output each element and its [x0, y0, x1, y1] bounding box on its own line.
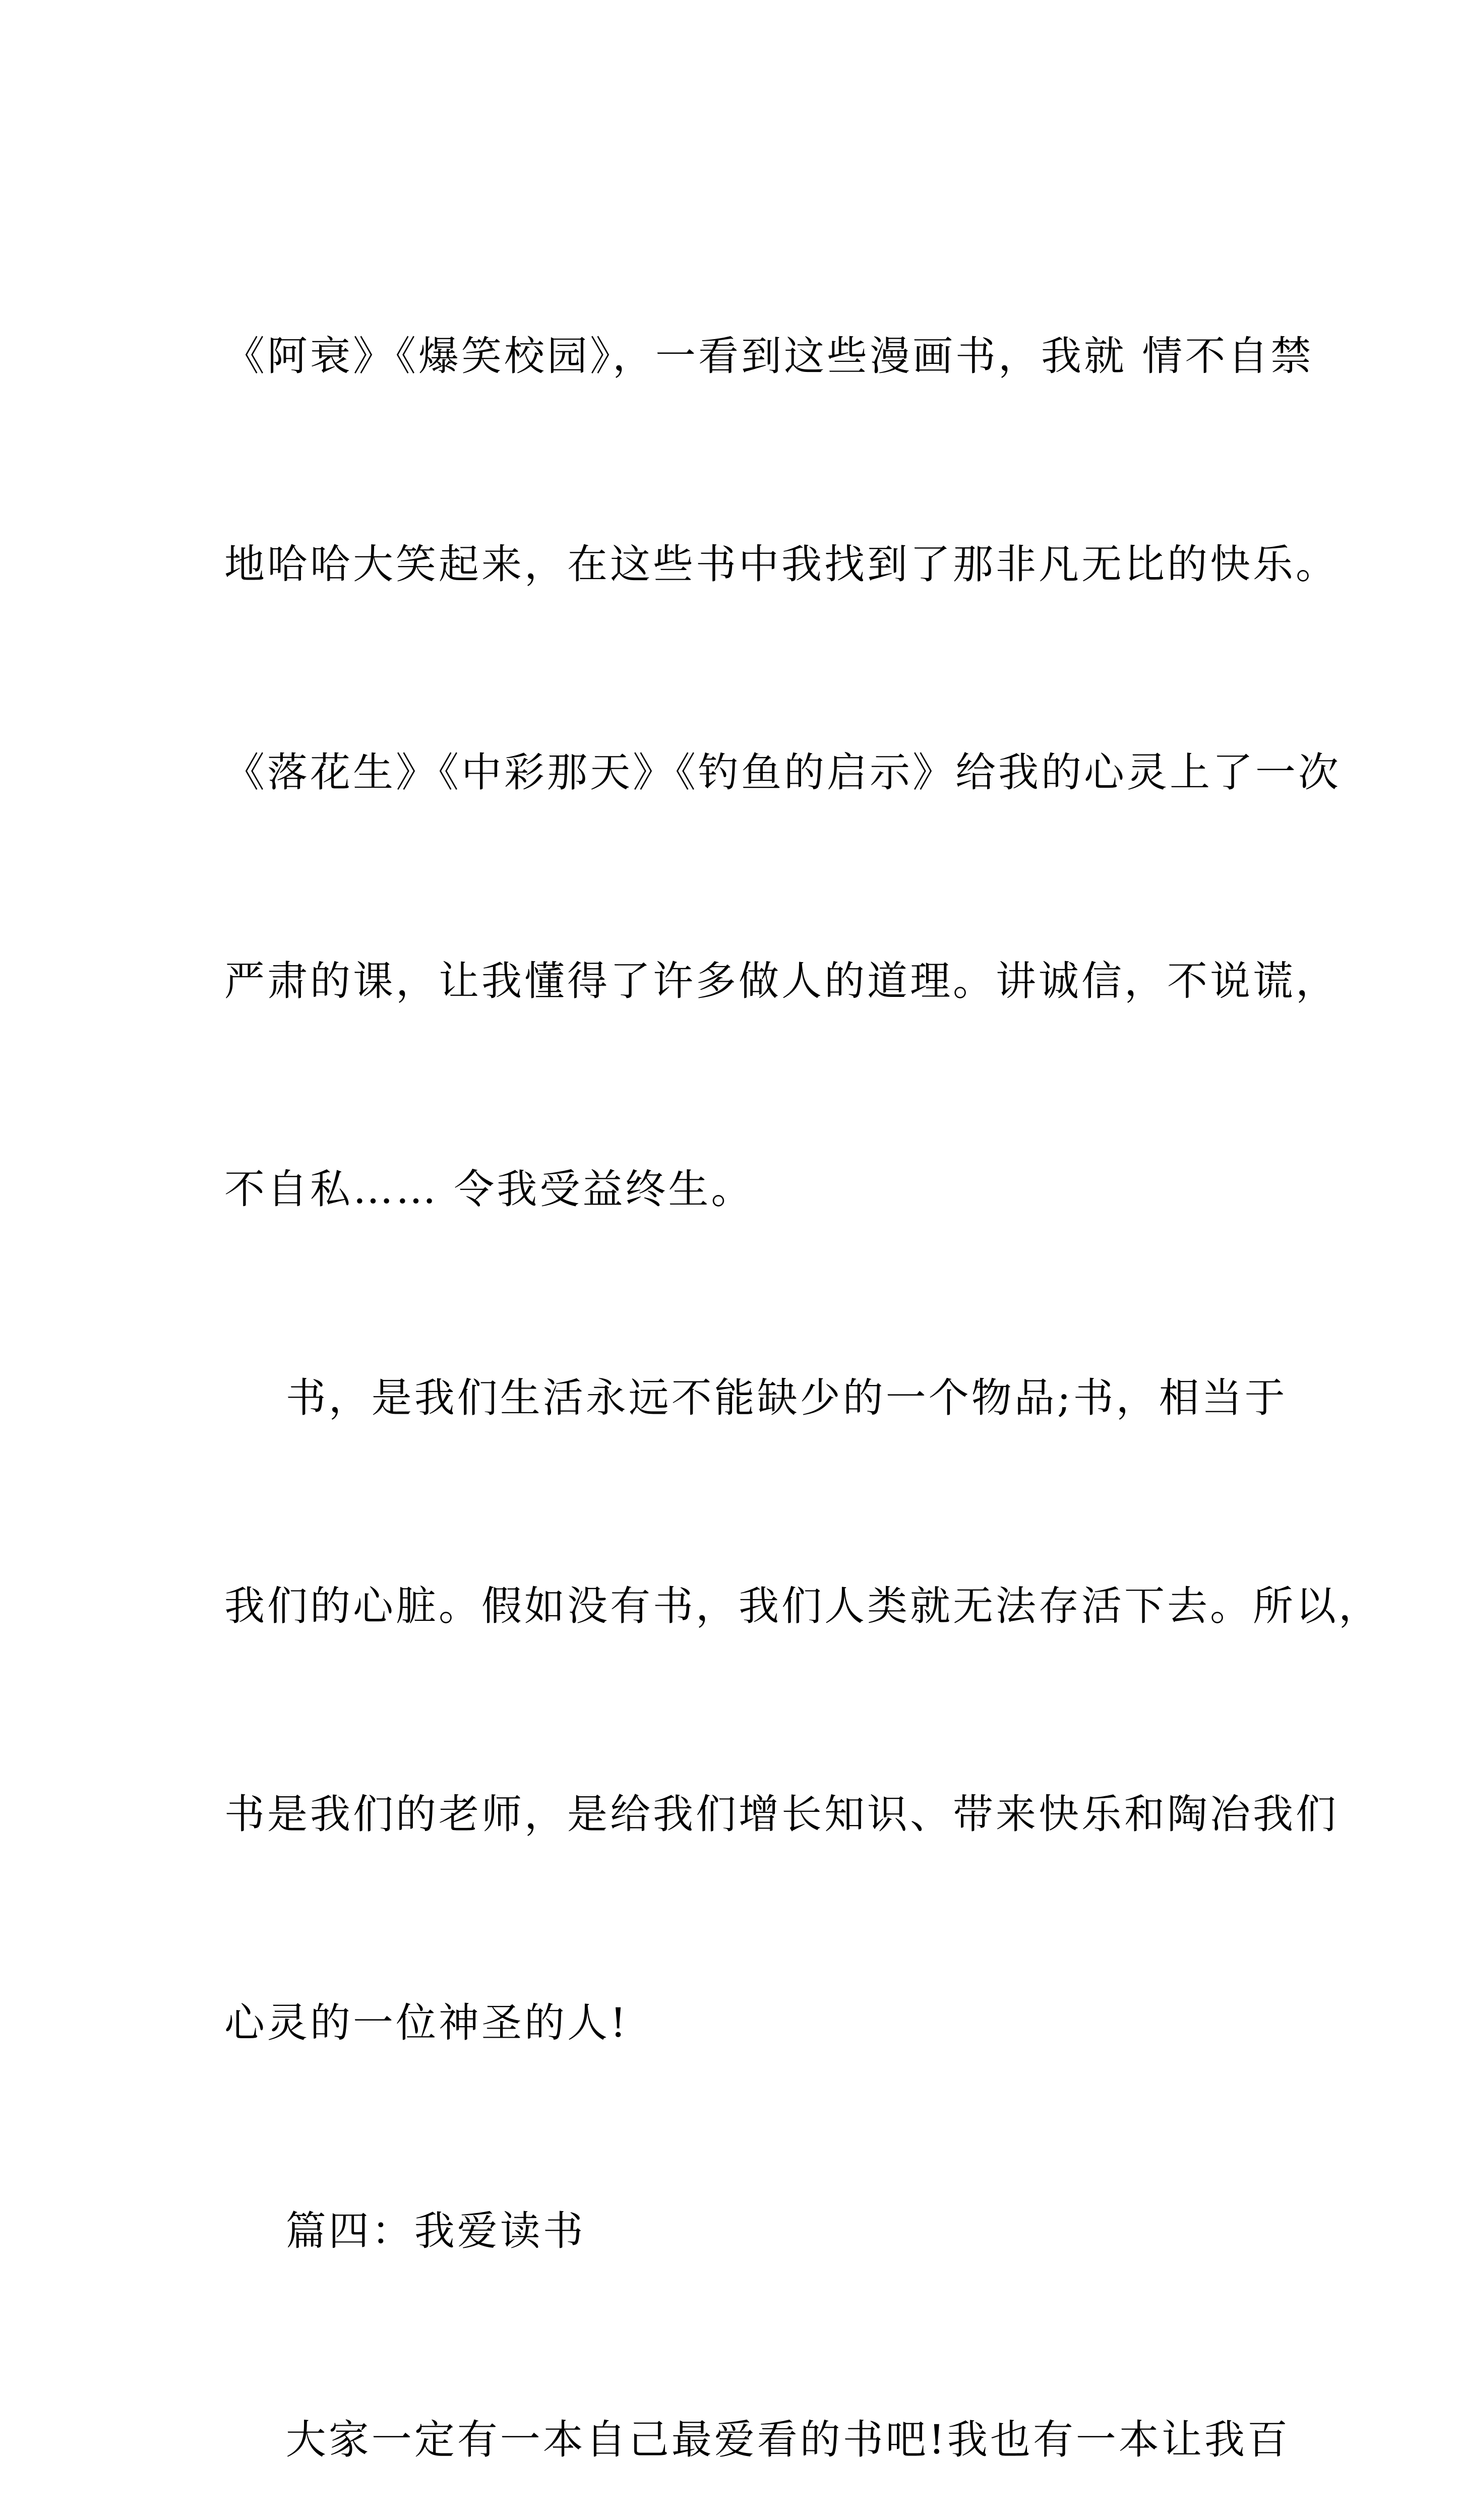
text-line: 不自私…… 令我受益终生。 [224, 1166, 754, 1213]
text-line: 严肃的课，让我懂得了许多做人的道理。讲诚信，不说谎， [224, 957, 1339, 1004]
text-line: 地哈哈大笑起来，在这些书中我找到了那非凡无比的快乐。 [224, 540, 1339, 588]
body-text [224, 182, 1381, 2520]
text-line: 书是我们的老师，是给我们增长知识、带来快乐和陶冶我们 [224, 1791, 1339, 1838]
text-line: 《落花生》《中彩那天》《钓鱼的启示》给我的心灵上了一次 [224, 749, 1341, 796]
text-line: 书，是我们生活永远不能缺少的一个物品;书，相当于 [224, 1374, 1288, 1421]
text-line: 《阿衰》《爆笑校园》，一看到这些漫画书，我就 情不自禁 [224, 332, 1314, 380]
text-line: 我们的心脏。假如没有书，我们人类就无法存活下去。所以， [224, 1582, 1381, 1629]
section-heading: 篇四：我爱读书 [224, 2208, 586, 2255]
text-line: 心灵的一位神圣的人! [224, 1999, 629, 2046]
text-line: 大家一定有一本自己最爱看的书吧!我也有一本让我百 [224, 2416, 1290, 2463]
